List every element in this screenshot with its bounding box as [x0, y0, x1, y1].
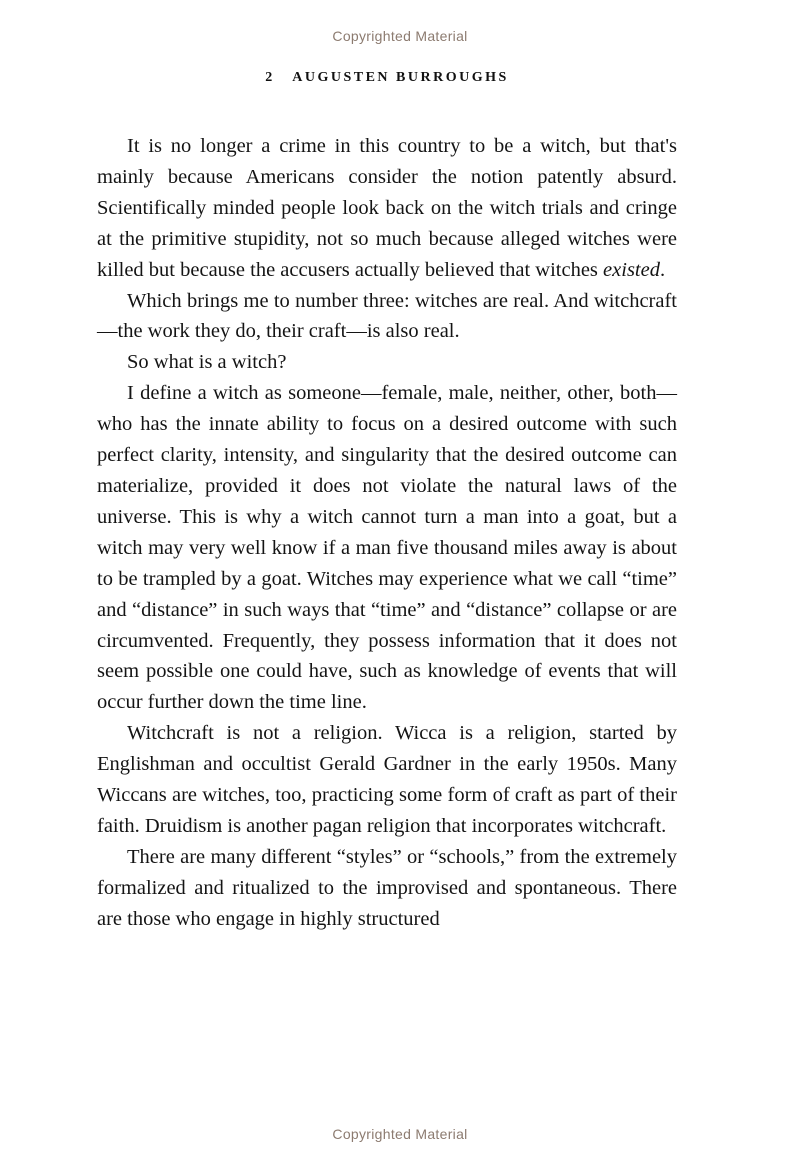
copyright-notice-top: Copyrighted Material — [332, 28, 468, 44]
page-number: 2 — [265, 70, 273, 85]
body-text — [97, 131, 677, 935]
paragraph-1-text: It is no longer a crime in this country to be a witch, but that's mainly because Americans consider the notion patently absurd. Scientifically minded people look back on the witch trials and cringe at the primitive stupidity, not so much because alleged witches were killed but because the accusers actually believed that witches — [97, 135, 677, 281]
paragraph-1-after: . — [659, 258, 666, 281]
paragraph-2: Which brings me to number three: witches are real. And witchcraft—the work they do, their craft—is also real. — [97, 289, 677, 343]
paragraph-4: I define a witch as someone—female, male, neither, other, both—who has the innate ability to focus on a desired outcome with such perfect clarity, intensity, and singularity that the desired outcome can materialize, provided it does not violate the natural laws of the universe. This is why a witch cannot turn a man into a goat, but a witch may very well know if a man five thousand miles away is about to be trampled by a goat. Witches may experience what we call “time” and “distance” in such ways that “time” and “distance” collapse or are circumvented. Frequently, they possess information that it does not seem possible one could have, such as knowledge of events that will occur further down the time line. — [97, 382, 677, 714]
paragraph-5: Witchcraft is not a religion. Wicca is a religion, started by Englishman and occultist Gerald Gardner in the early 1950s. Many Wiccans are witches, too, practicing some form of craft as part of their faith. Druidism is another pagan religion that incorporates witchcraft. — [97, 722, 677, 837]
paragraph-1-italic: existed — [603, 258, 660, 281]
paragraph-1 — [97, 131, 677, 286]
paragraph-6: There are many different “styles” or “schools,” from the extremely formalized and ritualized to the improvised and spontaneous. There are those who engage in highly structured — [97, 845, 677, 930]
author-name: AUGUSTEN BURROUGHS — [292, 70, 509, 85]
page-header — [97, 70, 677, 86]
copyright-notice-bottom: Copyrighted Material — [332, 1126, 468, 1142]
paragraph-3: So what is a witch? — [127, 351, 287, 374]
